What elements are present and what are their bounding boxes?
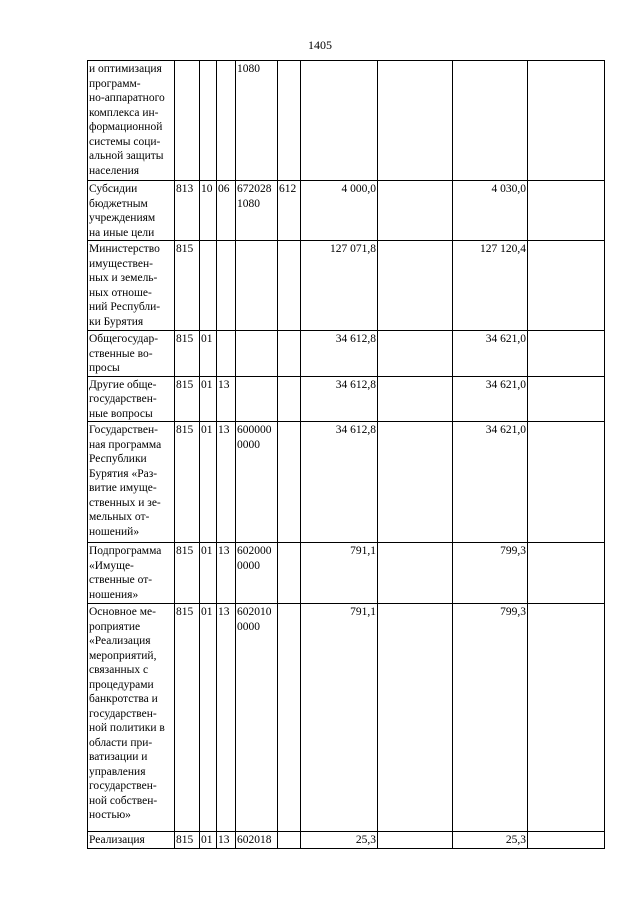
subsection-code-cell: 06 xyxy=(217,181,236,241)
table-row xyxy=(88,331,605,377)
ministry-code-cell xyxy=(175,61,200,181)
empty-col1-cell xyxy=(378,543,453,604)
sum-year1-cell: 791,1 xyxy=(301,604,378,832)
expense-type-cell xyxy=(278,543,301,604)
sum-year1-cell: 34 612,8 xyxy=(301,376,378,422)
empty-col1-cell xyxy=(378,604,453,832)
expense-type-cell: 612 xyxy=(278,181,301,241)
empty-col1-cell xyxy=(378,61,453,181)
empty-col1-cell xyxy=(378,422,453,543)
target-article-cell: 602018 xyxy=(236,832,278,849)
sum-year2-cell: 799,3 xyxy=(453,543,528,604)
subsection-code-cell: 13 xyxy=(217,832,236,849)
expense-type-cell xyxy=(278,241,301,331)
section-code-cell: 01 xyxy=(200,376,217,422)
table-row xyxy=(88,181,605,241)
expense-type-cell xyxy=(278,331,301,377)
sum-year2-cell: 127 120,4 xyxy=(453,241,528,331)
section-code-cell xyxy=(200,61,217,181)
sum-year2-cell: 34 621,0 xyxy=(453,422,528,543)
subsection-code-cell: 13 xyxy=(217,422,236,543)
section-code-cell: 01 xyxy=(200,543,217,604)
sum-year1-cell: 25,3 xyxy=(301,832,378,849)
expense-type-cell xyxy=(278,61,301,181)
empty-col1-cell xyxy=(378,181,453,241)
expense-type-cell xyxy=(278,376,301,422)
sum-year1-cell: 34 612,8 xyxy=(301,422,378,543)
table-row xyxy=(88,832,605,849)
sum-year1-cell: 127 071,8 xyxy=(301,241,378,331)
sum-year1-cell: 34 612,8 xyxy=(301,331,378,377)
row-name-cell: Другие обще- государствен- ные вопросы xyxy=(88,376,175,422)
empty-col2-cell xyxy=(528,543,605,604)
expense-type-cell xyxy=(278,422,301,543)
ministry-code-cell: 813 xyxy=(175,181,200,241)
sum-year1-cell xyxy=(301,61,378,181)
row-name-cell: и оптимизация программ- но-аппаратного комплекса ин- формационной системы соци- альной защиты населения xyxy=(88,61,175,181)
ministry-code-cell: 815 xyxy=(175,604,200,832)
sum-year2-cell: 34 621,0 xyxy=(453,331,528,377)
empty-col2-cell xyxy=(528,832,605,849)
expense-type-cell xyxy=(278,604,301,832)
target-article-cell: 1080 xyxy=(236,61,278,181)
empty-col2-cell xyxy=(528,376,605,422)
empty-col2-cell xyxy=(528,181,605,241)
ministry-code-cell: 815 xyxy=(175,331,200,377)
sum-year2-cell: 799,3 xyxy=(453,604,528,832)
ministry-code-cell: 815 xyxy=(175,543,200,604)
target-article-cell xyxy=(236,241,278,331)
budget-table xyxy=(87,60,605,849)
empty-col1-cell xyxy=(378,331,453,377)
table-row xyxy=(88,241,605,331)
target-article-cell xyxy=(236,331,278,377)
sum-year2-cell: 25,3 xyxy=(453,832,528,849)
row-name-cell: Субсидии бюджетным учреждениям на иные цели xyxy=(88,181,175,241)
sum-year2-cell: 4 030,0 xyxy=(453,181,528,241)
empty-col1-cell xyxy=(378,376,453,422)
ministry-code-cell: 815 xyxy=(175,241,200,331)
empty-col1-cell xyxy=(378,832,453,849)
table-row xyxy=(88,543,605,604)
sum-year2-cell: 34 621,0 xyxy=(453,376,528,422)
table-row xyxy=(88,376,605,422)
table-row xyxy=(88,61,605,181)
target-article-cell: 602000 0000 xyxy=(236,543,278,604)
row-name-cell: Основное ме- роприятие «Реализация мероприятий, связанных с процедурами банкротства и государствен- ной политики в области при- ватизации и управления государствен- ной собствен- ностью» xyxy=(88,604,175,832)
table-row xyxy=(88,604,605,832)
empty-col2-cell xyxy=(528,61,605,181)
target-article-cell xyxy=(236,376,278,422)
page-number: 1405 xyxy=(308,38,332,52)
target-article-cell: 600000 0000 xyxy=(236,422,278,543)
row-name-cell: Общегосудар- ственные во- просы xyxy=(88,331,175,377)
section-code-cell xyxy=(200,241,217,331)
target-article-cell: 602010 0000 xyxy=(236,604,278,832)
row-name-cell: Государствен- ная программа Республики Бурятия «Раз- витие имуще- ственных и зе- мельных от- ношений» xyxy=(88,422,175,543)
sum-year2-cell xyxy=(453,61,528,181)
empty-col2-cell xyxy=(528,241,605,331)
expense-type-cell xyxy=(278,832,301,849)
target-article-cell: 672028 1080 xyxy=(236,181,278,241)
subsection-code-cell: 13 xyxy=(217,543,236,604)
empty-col1-cell xyxy=(378,241,453,331)
section-code-cell: 01 xyxy=(200,832,217,849)
sum-year1-cell: 791,1 xyxy=(301,543,378,604)
section-code-cell: 01 xyxy=(200,422,217,543)
ministry-code-cell: 815 xyxy=(175,832,200,849)
subsection-code-cell: 13 xyxy=(217,604,236,832)
row-name-cell: Подпрограмма «Имуще- ственные от- ношения» xyxy=(88,543,175,604)
empty-col2-cell xyxy=(528,604,605,832)
empty-col2-cell xyxy=(528,331,605,377)
subsection-code-cell: 13 xyxy=(217,376,236,422)
ministry-code-cell: 815 xyxy=(175,422,200,543)
section-code-cell: 01 xyxy=(200,604,217,832)
subsection-code-cell xyxy=(217,331,236,377)
subsection-code-cell xyxy=(217,241,236,331)
row-name-cell: Министерство имуществен- ных и земель- ных отноше- ний Республи- ки Бурятия xyxy=(88,241,175,331)
sum-year1-cell: 4 000,0 xyxy=(301,181,378,241)
empty-col2-cell xyxy=(528,422,605,543)
section-code-cell: 01 xyxy=(200,331,217,377)
subsection-code-cell xyxy=(217,61,236,181)
section-code-cell: 10 xyxy=(200,181,217,241)
row-name-cell: Реализация xyxy=(88,832,175,849)
table-row xyxy=(88,422,605,543)
ministry-code-cell: 815 xyxy=(175,376,200,422)
